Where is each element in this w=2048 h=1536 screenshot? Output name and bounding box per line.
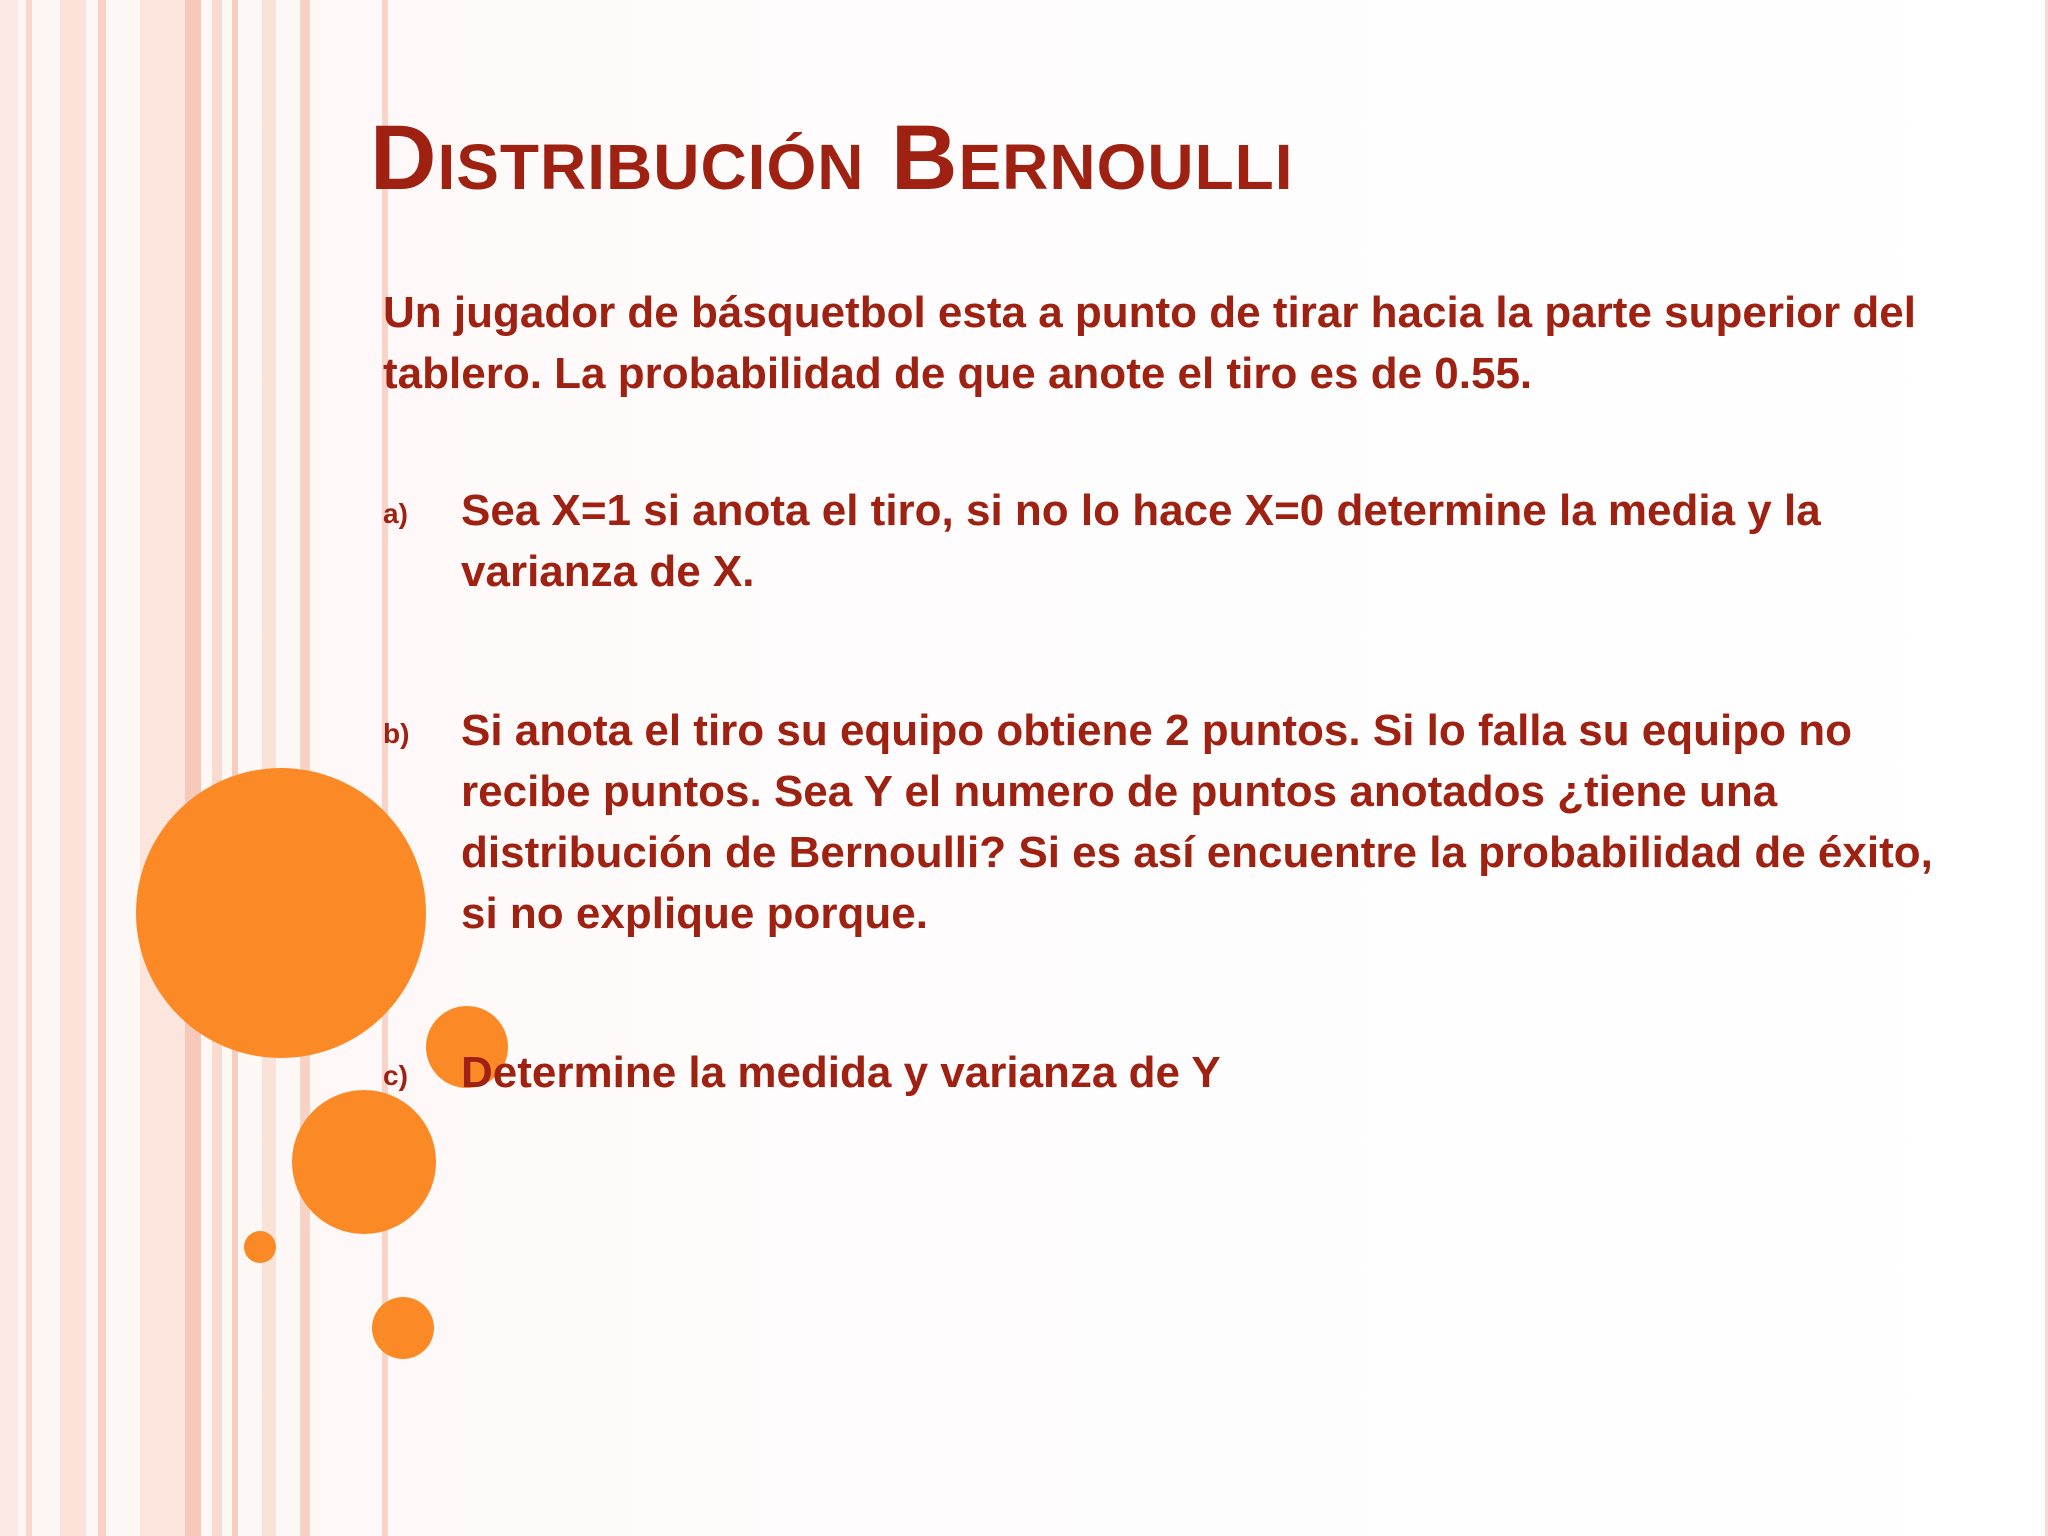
decorative-stripe: [0, 0, 18, 1536]
list-item-text: Determine la medida y varianza de Y: [461, 1048, 1221, 1097]
decorative-stripe: [60, 0, 86, 1536]
decorative-stripe: [98, 0, 106, 1536]
list-marker: c): [383, 1060, 408, 1091]
decorative-stripe: [185, 0, 201, 1536]
decorative-circle-large: [136, 768, 426, 1058]
list-item-text: Sea X=1 si anota el tiro, si no lo hace X=0 determine la media y la varianza de X.: [461, 486, 1821, 596]
decorative-stripe: [232, 0, 238, 1536]
decorative-stripe: [212, 0, 222, 1536]
list-item-text: Si anota el tiro su equipo obtiene 2 puntos. Si lo falla su equipo no recibe puntos. Sea Y el numero de puntos anotados ¿tiene una distribución de Bernoulli? Si es así encuentre la probabilidad de éxito, si no explique porque.: [461, 706, 1933, 938]
decorative-stripe: [26, 0, 32, 1536]
list-marker: b): [383, 718, 410, 749]
problem-statement: Un jugador de básquetbol esta a punto de tirar hacia la parte superior del tablero. La probabilidad de que anote el tiro es de 0.55.: [383, 288, 1916, 398]
slide-title: Distribución Bernoulli: [370, 107, 1294, 209]
list-marker: a): [383, 498, 408, 529]
decorative-stripe: [300, 0, 310, 1536]
decorative-circle: [372, 1297, 434, 1359]
decorative-circle: [292, 1090, 436, 1234]
decorative-circle-small: [244, 1231, 276, 1263]
